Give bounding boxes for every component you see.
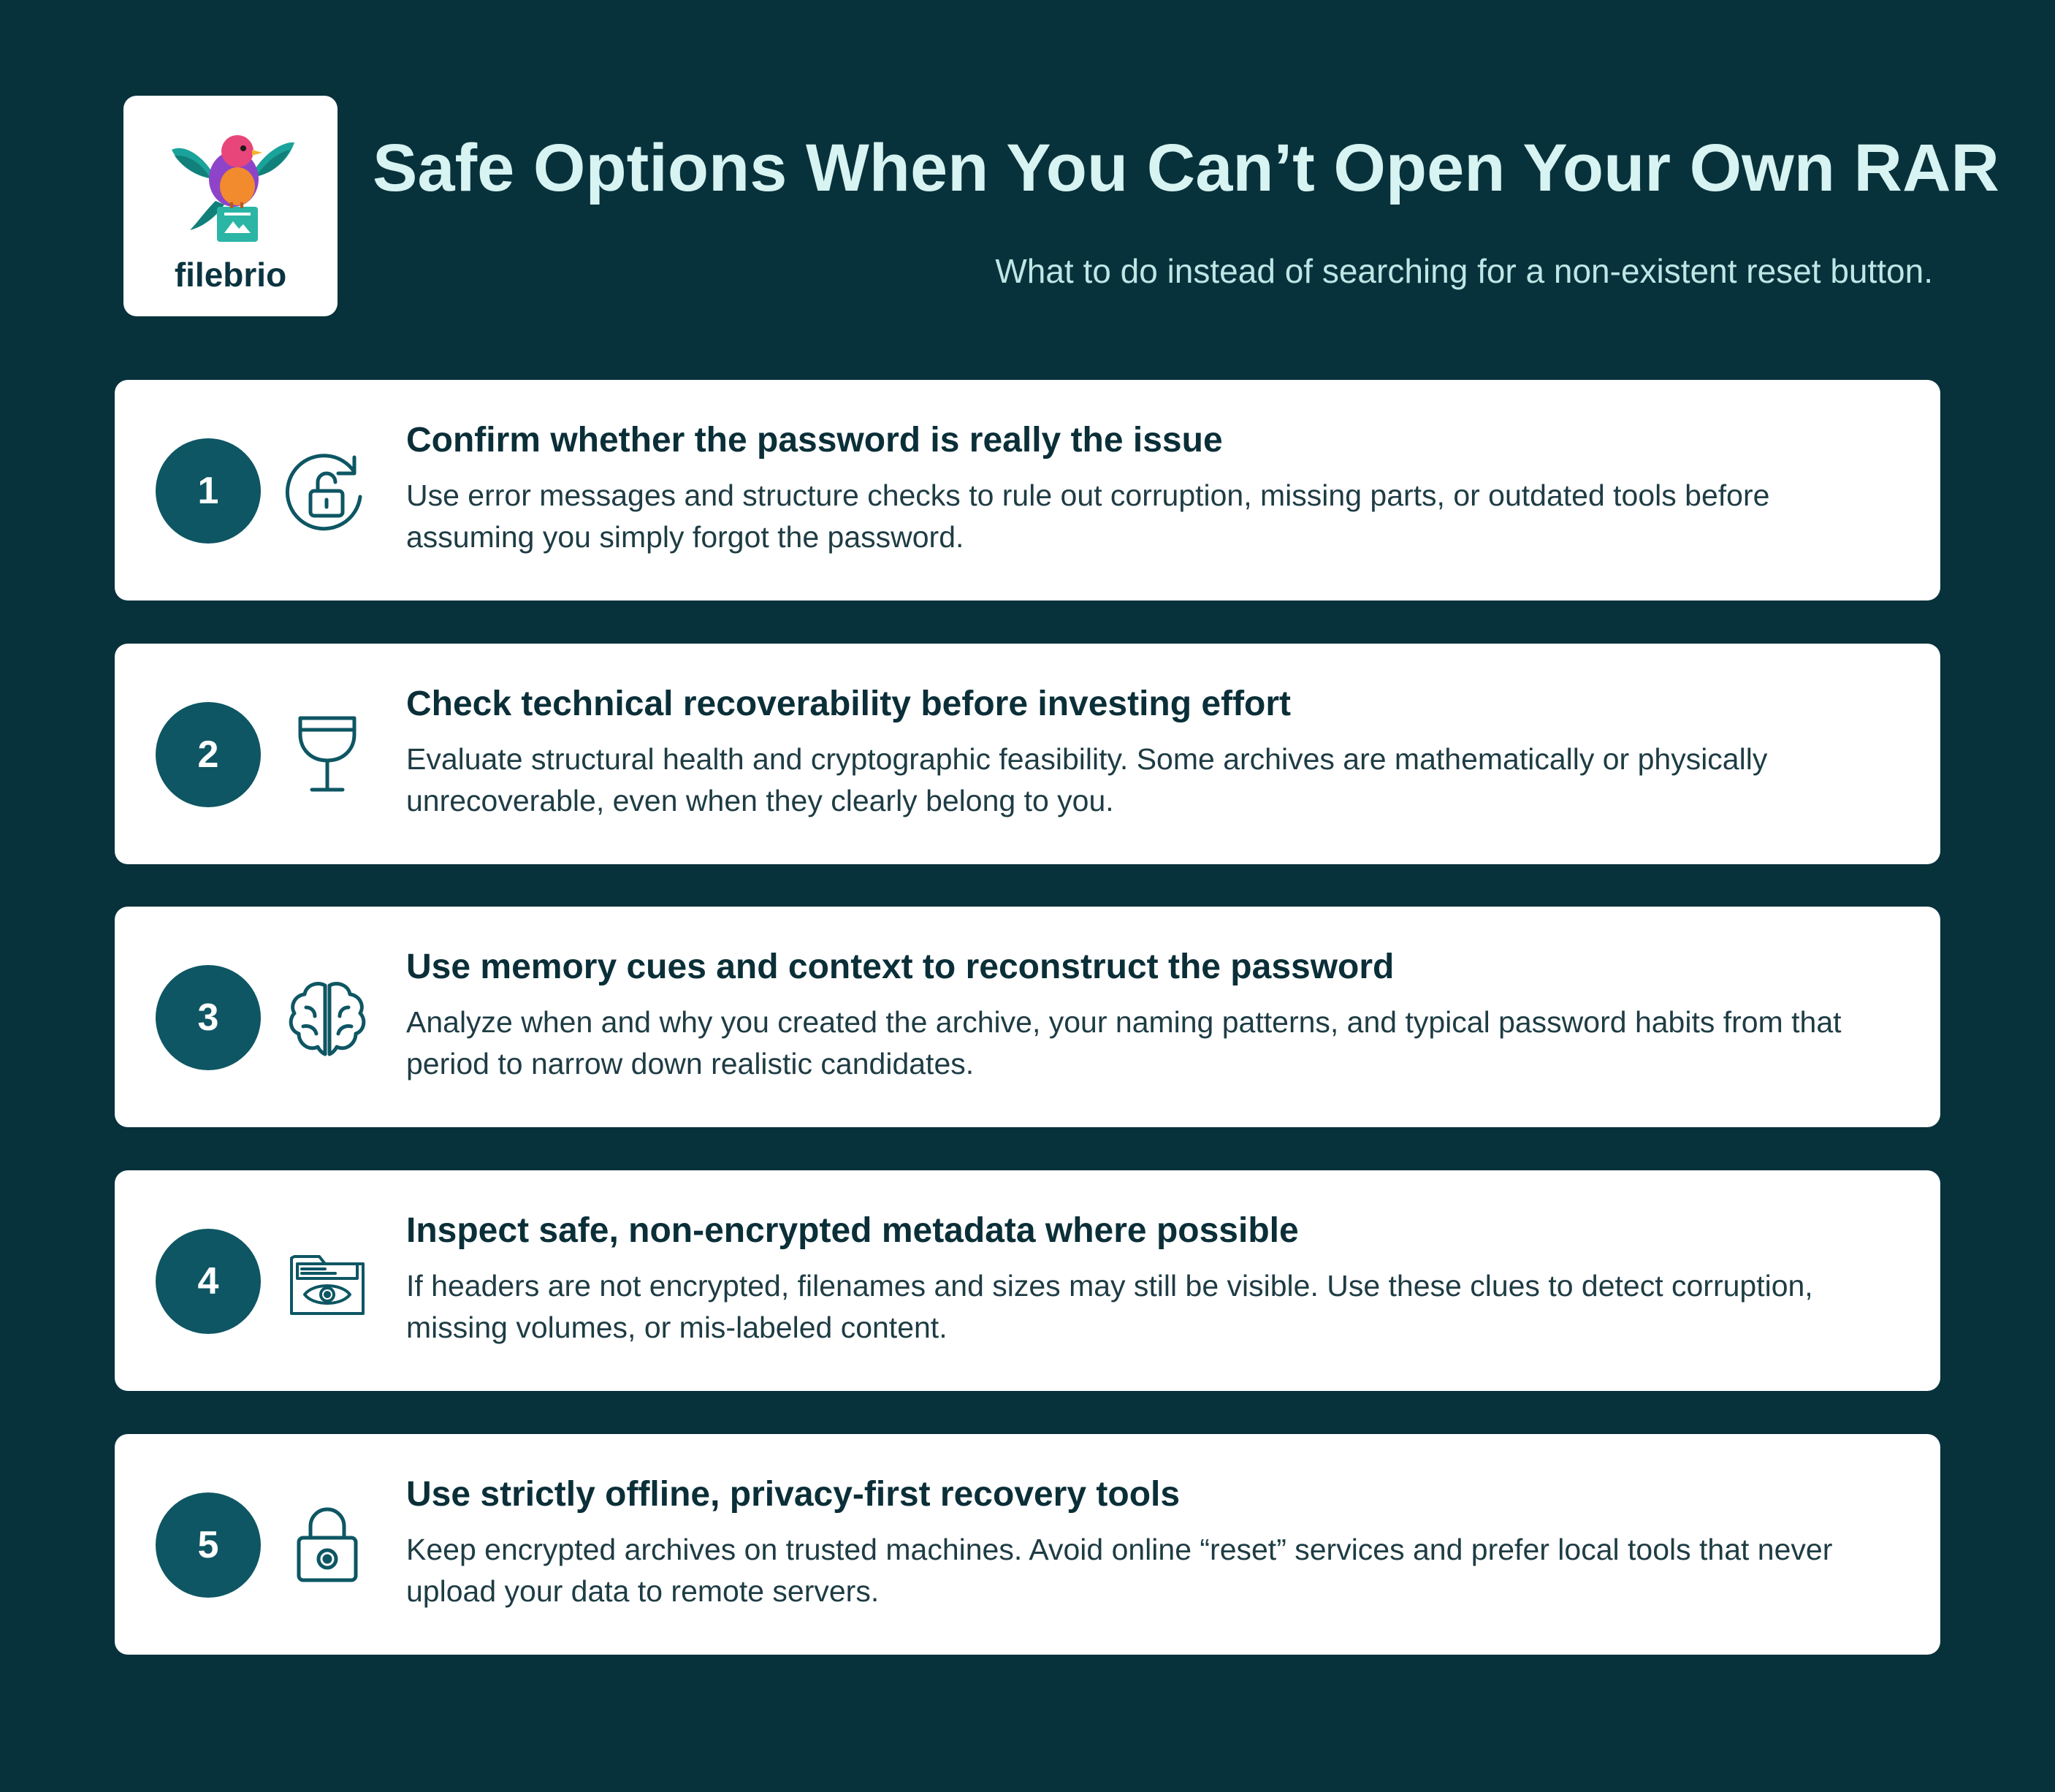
step-card-4: [115, 1170, 1940, 1391]
step-number-badge: 4: [156, 1229, 261, 1334]
unlock-refresh-icon: [284, 449, 370, 535]
step-description: Use error messages and structure checks to rule out corruption, missing parts, or outdated tools before assuming you simply forgot the password.: [406, 478, 1770, 554]
brand-name: filebrio: [174, 256, 287, 294]
step-number-badge: 5: [156, 1492, 261, 1598]
step-number-badge: 3: [156, 965, 261, 1070]
step-description: Keep encrypted archives on trusted machines. Avoid online “reset” services and prefer local tools that never upload your data to remote servers.: [406, 1533, 1833, 1608]
step-card-5: [115, 1434, 1940, 1655]
step-title: Use memory cues and context to reconstruct the password: [406, 948, 1395, 986]
brain-icon: [284, 975, 370, 1061]
step-title: Check technical recoverability before investing effort: [406, 685, 1292, 723]
step-number-badge: 1: [156, 438, 261, 544]
step-description: Evaluate structural health and cryptographic feasibility. Some archives are mathematically or physically unrecoverable, even when they clearly belong to you.: [406, 742, 1768, 817]
page-subtitle: What to do instead of searching for a non-existent reset button.: [995, 252, 1933, 290]
step-title: Inspect safe, non-encrypted metadata where possible: [406, 1211, 1299, 1250]
step-card-3: [115, 907, 1940, 1127]
brand-logo-card: [123, 96, 338, 316]
goblet-icon: [284, 712, 370, 798]
step-description: If headers are not encrypted, filenames and sizes may still be visible. Use these clues to detect corruption, missing volumes, or mis-labeled content.: [406, 1269, 1813, 1344]
step-number-badge: 2: [156, 702, 261, 807]
folder-eye-icon: [284, 1239, 370, 1325]
step-card-2: [115, 644, 1940, 864]
bird-logo-icon: [164, 121, 299, 245]
step-title: Confirm whether the password is really the issue: [406, 421, 1223, 460]
page-title: Safe Options When You Can’t Open Your Own RAR: [373, 131, 1999, 205]
step-card-1: [115, 380, 1940, 600]
padlock-icon: [284, 1503, 370, 1589]
step-title: Use strictly offline, privacy-first recovery tools: [406, 1475, 1181, 1514]
step-description: Analyze when and why you created the archive, your naming patterns, and typical password habits from that period to narrow down realistic candidates.: [406, 1005, 1842, 1080]
